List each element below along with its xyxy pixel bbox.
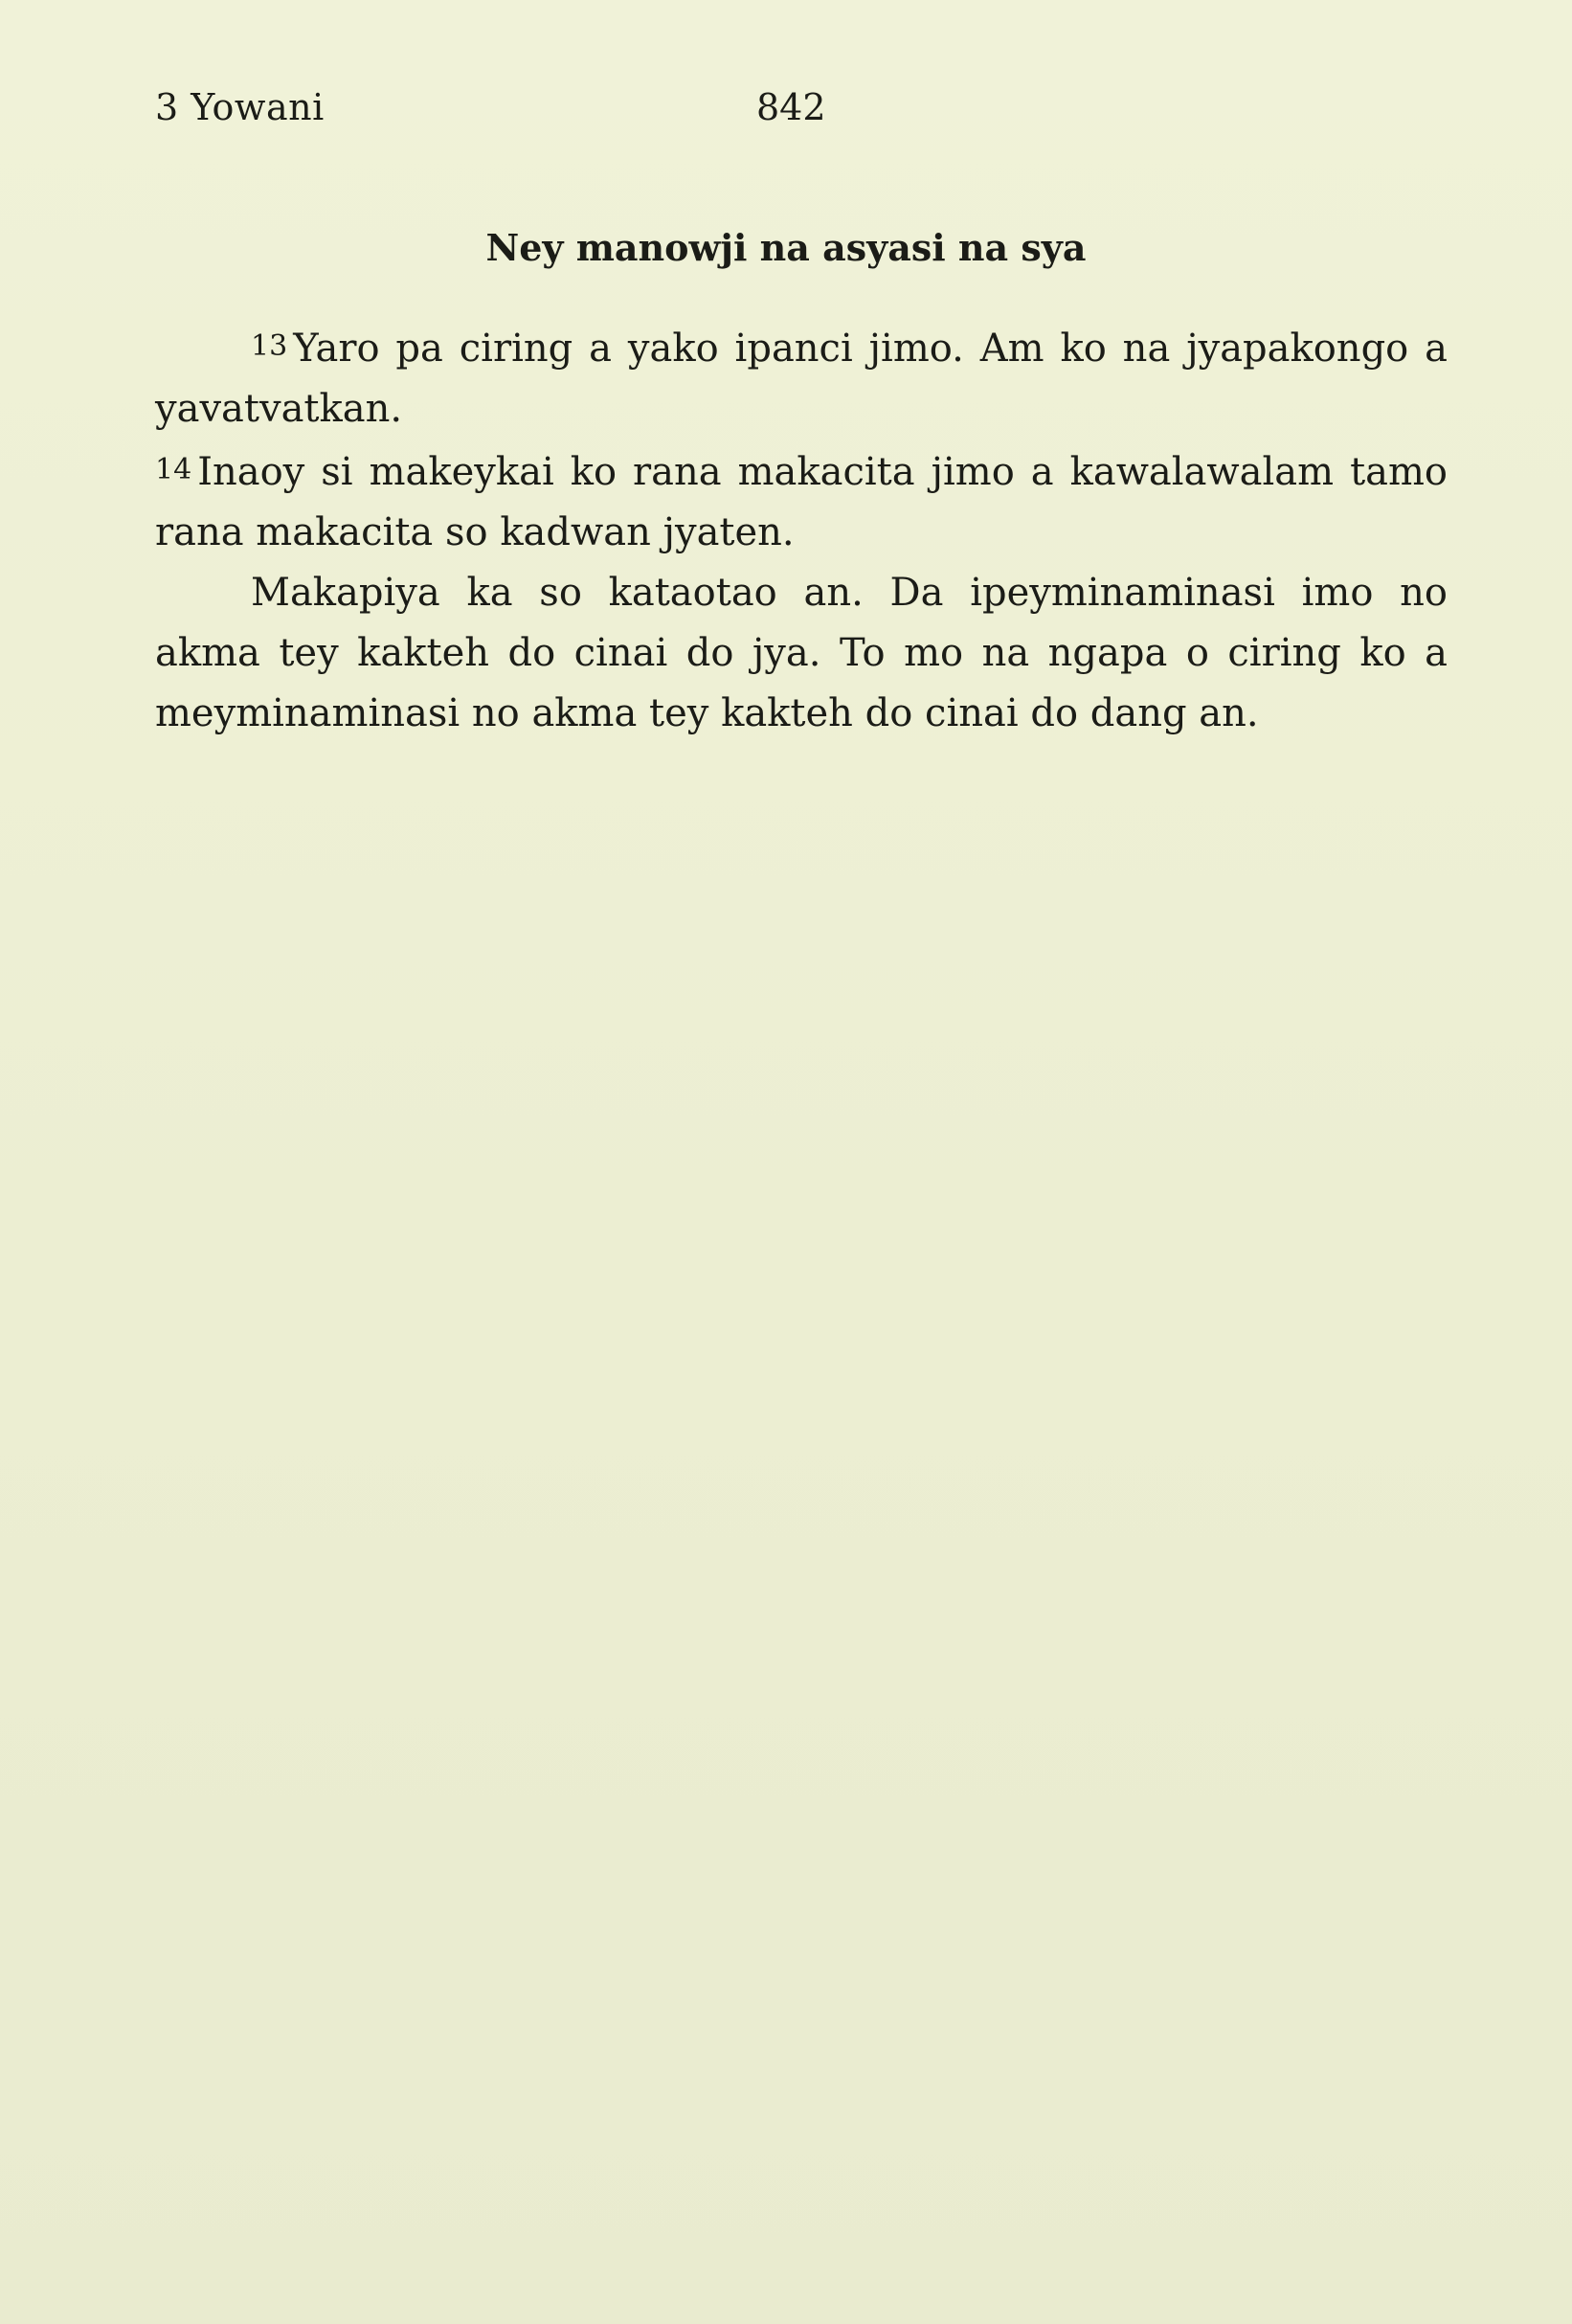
verse-text: Inaoy si makeykai ko rana makacita jimo a kawalawalam tamo rana makacita so kadwan jyaten. [155,450,1448,554]
page-number: 842 [756,86,826,128]
verse-text: Yaro pa ciring a yako ipanci jimo. Am ko na jyapakongo a yavatvatkan. [155,327,1448,431]
verse-13 [155,316,1448,440]
verse-14 [155,440,1448,563]
verse-text-block [155,316,1448,744]
running-head: 3 Yowani [155,86,325,128]
verse-number: 14 [155,453,192,486]
section-heading: Ney manowji na asyasi na sya [485,226,1087,269]
verse-number: 13 [251,329,288,363]
verse-text: Makapiya ka so kataotao an. Da ipeyminaminasi imo no akma tey kakteh do cinai do jya. To mo na ngapa o ciring ko a meyminaminasi no akma tey kakteh do cinai do dang an. [155,571,1448,735]
verse-14-continuation [155,563,1448,744]
